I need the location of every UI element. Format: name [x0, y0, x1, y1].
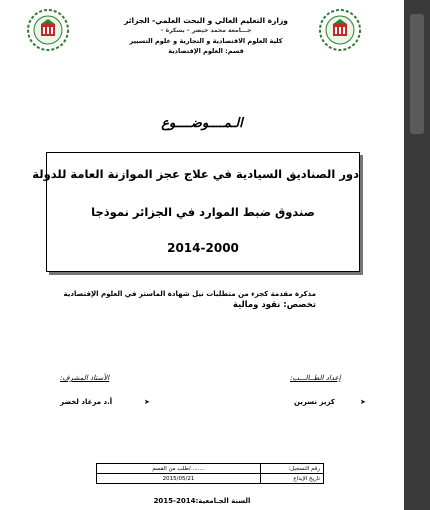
thesis-title-years: 2014-2000	[167, 241, 239, 255]
registration-table	[96, 463, 324, 484]
university-line: جـــامعة محمد خيضر – بسكرة –	[160, 27, 252, 34]
student-name: كزيز نسرين	[294, 398, 335, 406]
supervisor-label: الأستاذ المشرف:	[60, 374, 110, 382]
scrollbar-thumb[interactable]	[410, 14, 424, 134]
thesis-title-line2: صندوق ضبط الموارد في الجزائر نموذجا	[91, 205, 315, 219]
reg-no-value: ......../طلب من القسم	[97, 464, 261, 474]
table-row	[97, 474, 324, 484]
arrow-bullet-icon: ➤	[144, 398, 150, 406]
thesis-title-box	[32, 152, 360, 272]
table-row	[97, 464, 324, 474]
faculty-line: كلية العلوم الاقتصادية و التجارية و علوم التسيير	[129, 37, 283, 45]
supervisor-name: أ.د مرغاد لخضر	[60, 398, 113, 406]
student-label: إعداد الطــالـــب:	[290, 374, 341, 382]
specialty-line: تخصص: نقود ومالية	[232, 300, 316, 310]
arrow-bullet-icon: ➤	[360, 398, 366, 406]
deposit-date-label: تاريخ الإيداع	[261, 474, 324, 484]
subject-heading: الـمــــوضــــوع	[161, 116, 243, 131]
vertical-scrollbar[interactable]	[404, 0, 430, 510]
ministry-line: وزارة التعليم العالي و البحث العلمي- الجزائر	[124, 16, 288, 25]
memo-description: مذكرة مقدمة كجزء من متطلبات نيل شهادة الماستر في العلوم الإقتصادية	[63, 290, 316, 298]
university-logo-left	[26, 8, 70, 52]
reg-no-label: رقم التسجيل:	[261, 464, 324, 474]
department-line: قسم: العلوم الإقتصادية	[168, 47, 244, 55]
deposit-date-value: 2015/05/21	[97, 474, 261, 484]
academic-year: السنة الجـامعية:2014-2015	[153, 497, 251, 505]
university-logo-right	[318, 8, 362, 52]
thesis-title-line1: دور الصناديق السيادية في علاج عجز الموازنة العامة للدولة	[32, 167, 359, 181]
